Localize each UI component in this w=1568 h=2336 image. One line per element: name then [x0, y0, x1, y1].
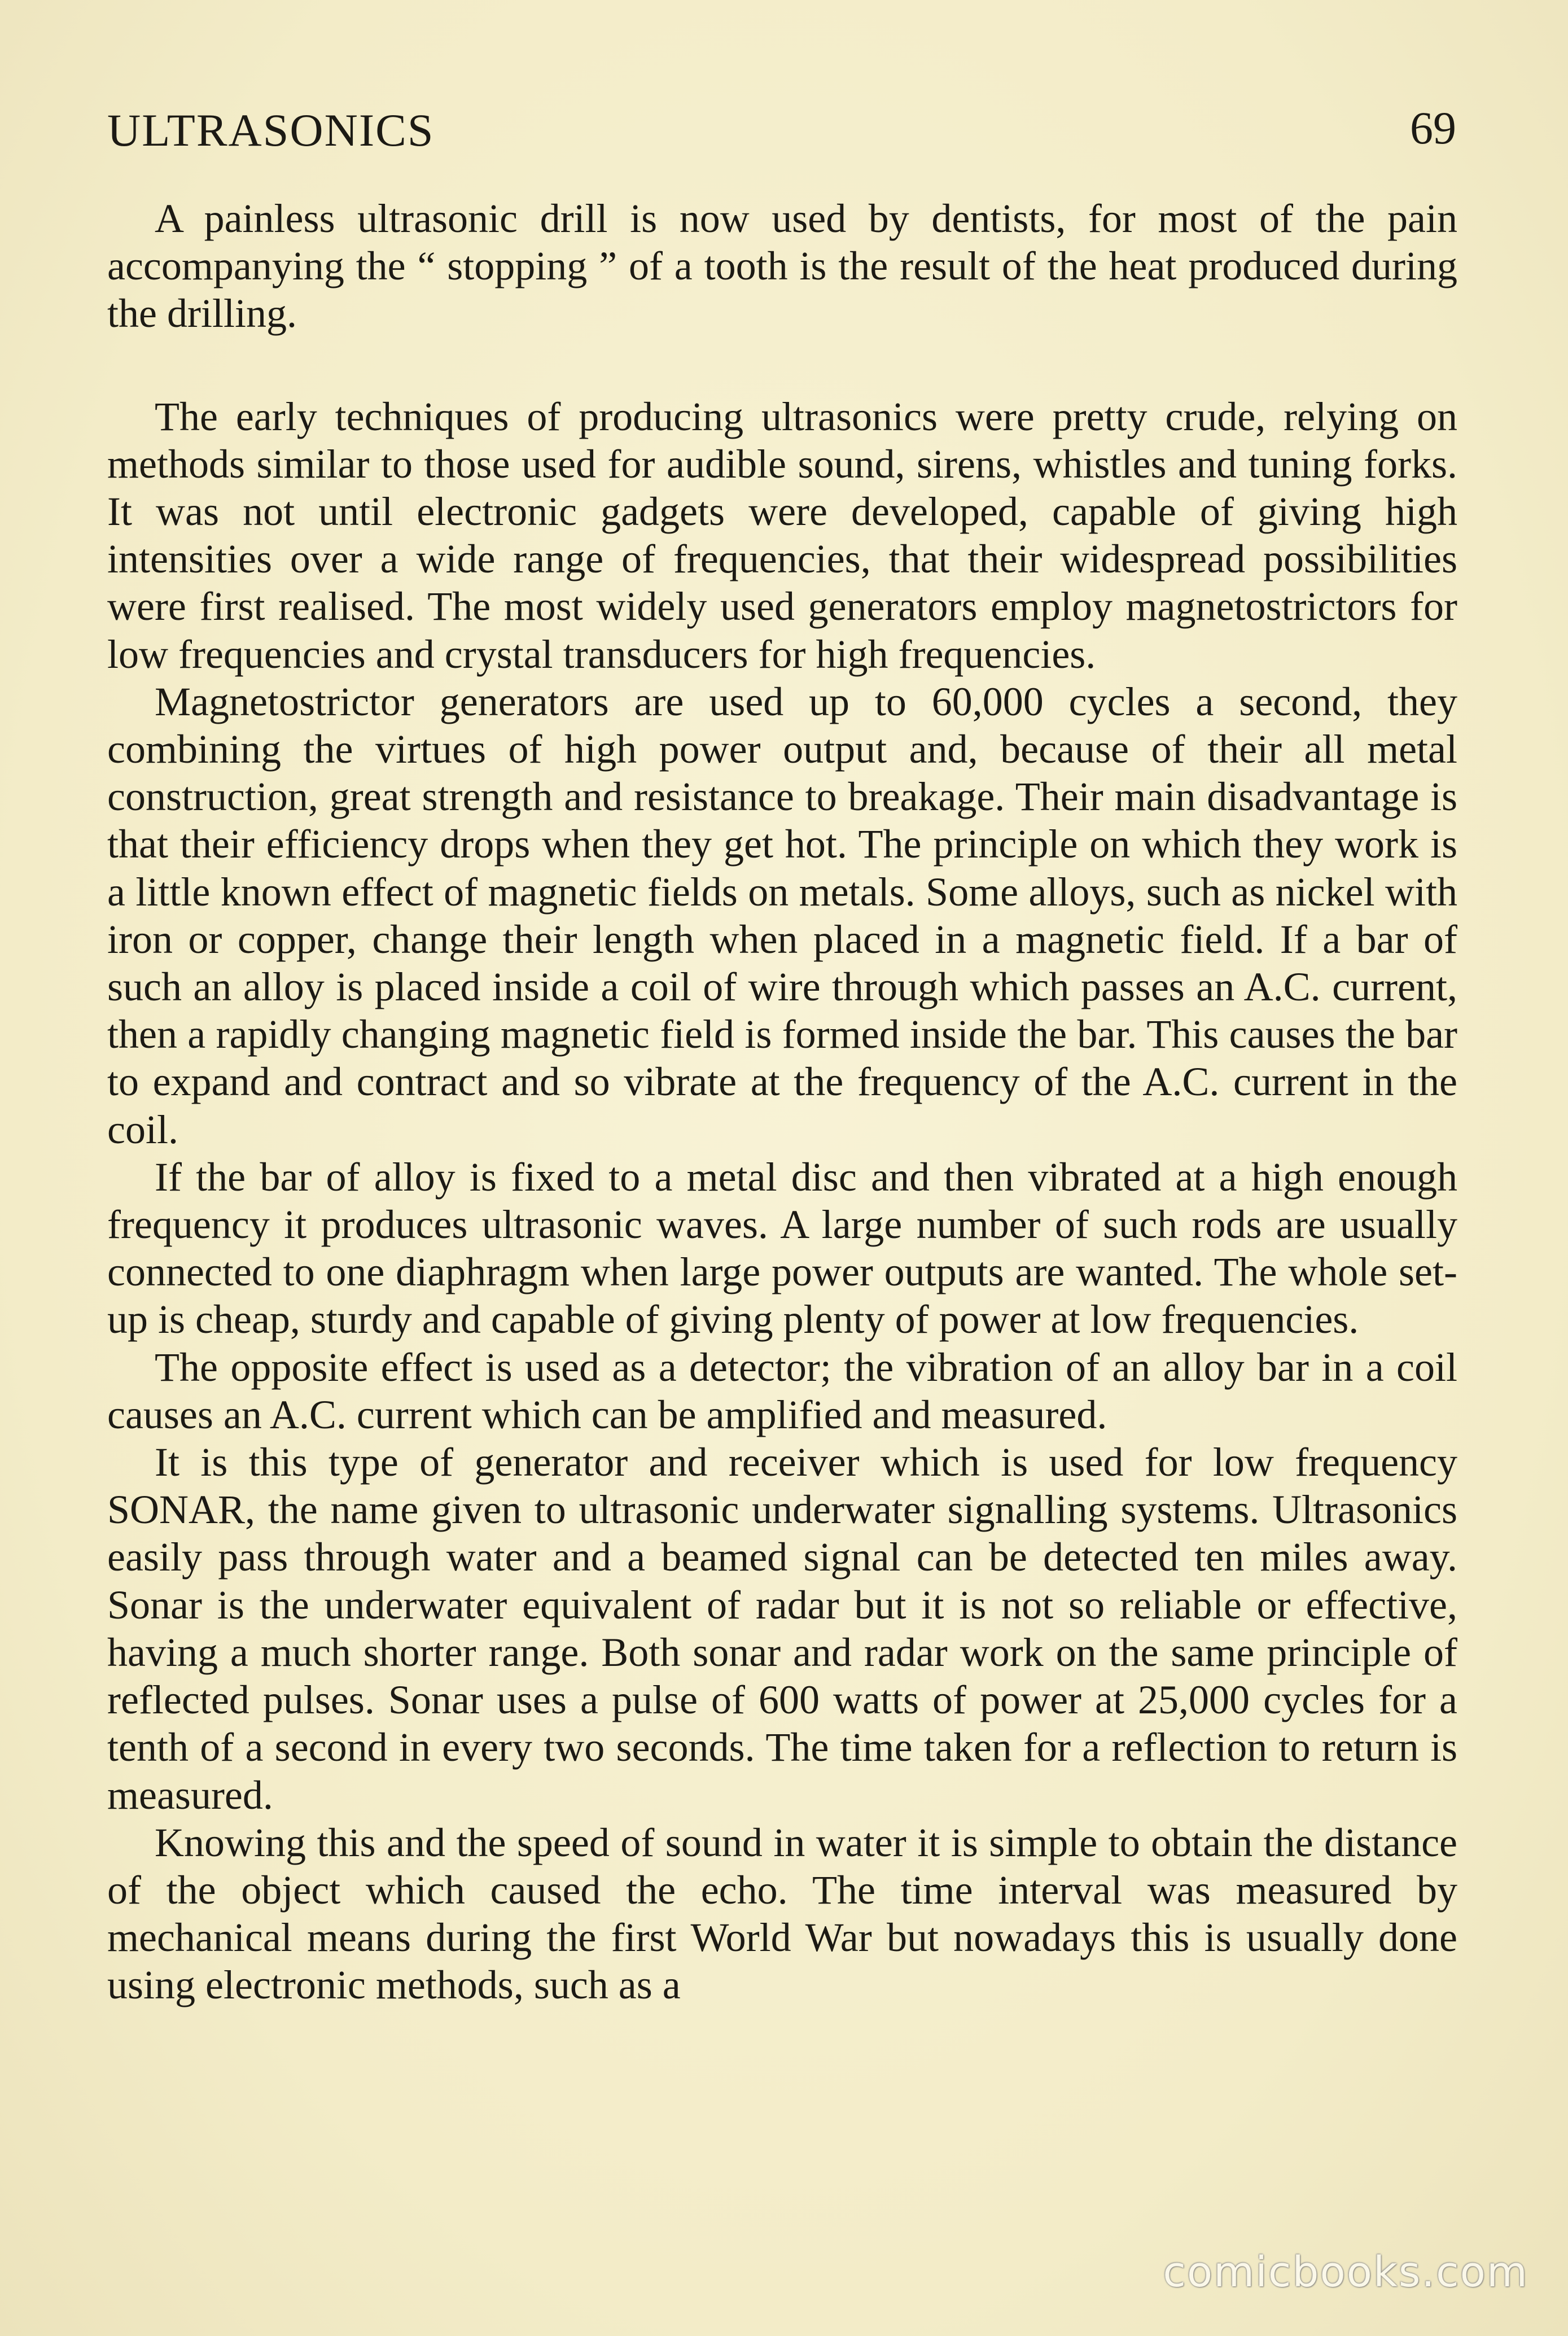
paragraph: If the bar of alloy is fixed to a metal disc and then vibrated at a high enough frequency it produces ultrasonic waves. A large number of such rods are usually connected to one diaphragm when large power outputs are wanted. The whole set-up is cheap, sturdy and capable of giving plenty of power at low frequencies. — [107, 1154, 1457, 1342]
running-head: ULTRASONICS — [107, 104, 435, 156]
paragraph-break — [107, 338, 1457, 393]
paragraph: It is this type of generator and receiver which is used for low frequency SONAR, the name given to ultrasonic underwater signalling systems. Ultrasonics easily pass through water and a beamed signal can be detected ten miles away. Sonar is the underwater equivalent of radar but it is not so reliable or effective, having a much shorter range. Both sonar and radar work on the same principle of reflected pulses. Sonar uses a pulse of 600 watts of power at 25,000 cycles for a tenth of a second in every two seconds. The time taken for a reflection to return is measured. — [107, 1440, 1457, 1818]
watermark: comicbooks.com — [1163, 2248, 1528, 2296]
paragraph: Magnetostrictor generators are used up to 60,000 cycles a second, they combining the virtues of high power output and, because of their all metal construction, great strength and resistance to breakage. Their main disadvantage is that their efficiency drops when they get hot. The principle on which they work is a little known effect of magnetic fields on metals. Some alloys, such as nickel with iron or copper, change their length when placed in a magnetic field. If a bar of such an alloy is placed inside a coil of wire through which passes an A.C. current, then a rapidly changing magnetic field is formed inside the bar. This causes the bar to expand and contract and so vibrate at the frequency of the A.C. current in the coil. — [107, 679, 1457, 1152]
paragraph: The opposite effect is used as a detector; the vibration of an alloy bar in a coil causes an A.C. current which can be amplified and measured. — [107, 1344, 1457, 1437]
paragraph: Knowing this and the speed of sound in water it is simple to obtain the distance of the object which caused the echo. The time interval was measured by mechanical means during the first World War but nowadays this is usually done using electronic methods, such as a — [107, 1819, 1457, 2008]
page-number: 69 — [1410, 102, 1456, 154]
paragraph: A painless ultrasonic drill is now used by dentists, for most of the pain accompanying the “ stopping ” of a tooth is the result of the heat produced during the drilling. — [107, 196, 1457, 336]
paragraph: The early techniques of producing ultrasonics were pretty crude, relying on methods similar to those used for audible sound, sirens, whistles and tuning forks. It was not until electronic gadgets were developed, capable of giving high intensities over a wide range of frequencies, that their widespread possibilities were first realised. The most widely used generators employ magnetostrictors for low frequencies and crystal transducers for high frequencies. — [107, 393, 1457, 677]
body-text — [107, 195, 1457, 2009]
